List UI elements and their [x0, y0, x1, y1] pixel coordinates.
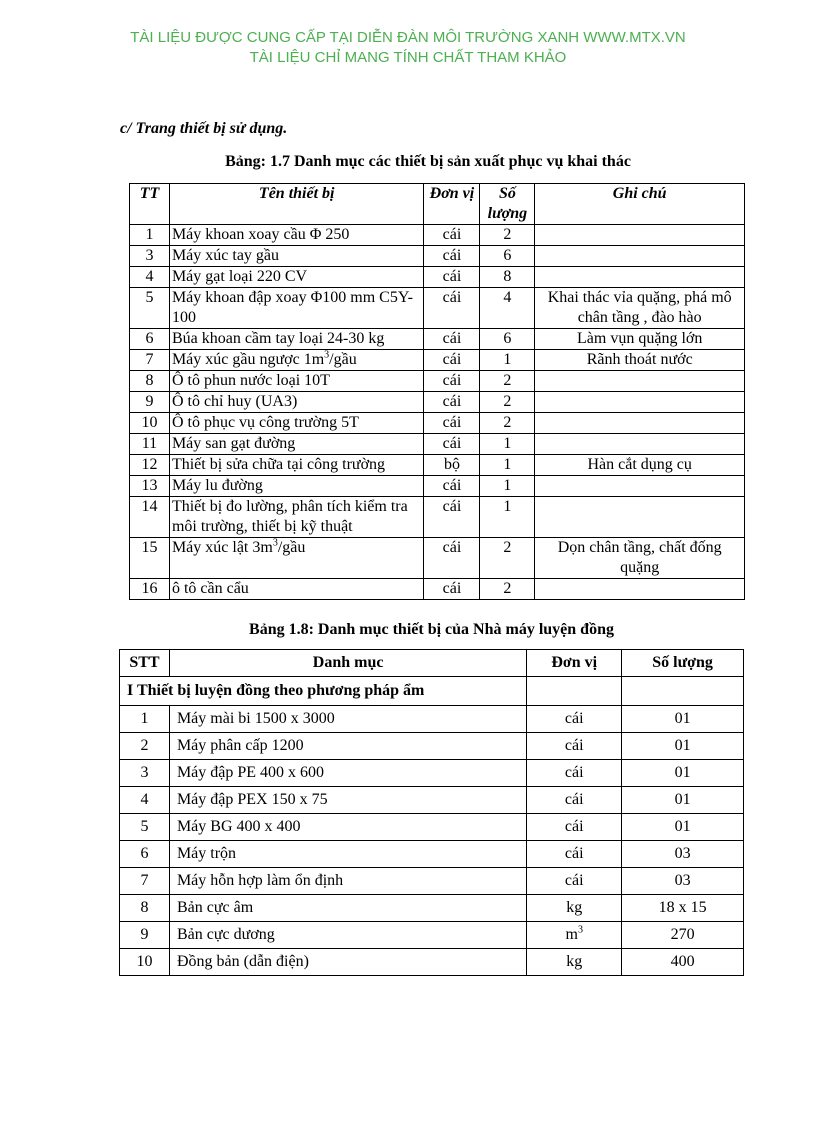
- row-name: Bản cực âm: [169, 895, 526, 922]
- row-qty: 1: [480, 455, 535, 476]
- row-qty: 03: [622, 841, 744, 868]
- row-name: Máy mài bi 1500 x 3000: [169, 706, 526, 733]
- row-tt: 8: [130, 371, 170, 392]
- row-qty: 8: [480, 267, 535, 288]
- row-name: Ô tô phục vụ công trường 5T: [169, 413, 424, 434]
- row-unit: cái: [527, 841, 622, 868]
- header-qty: Số lượng: [480, 184, 535, 225]
- row-qty: 2: [480, 413, 535, 434]
- header-stt: STT: [120, 650, 170, 677]
- table-row: [130, 497, 745, 538]
- row-note: [535, 371, 745, 392]
- row-unit: cái: [424, 371, 480, 392]
- row-tt: 4: [130, 267, 170, 288]
- row-unit: cái: [424, 538, 480, 579]
- row-name: Máy lu đường: [169, 476, 424, 497]
- row-name-suffix: /gầu: [329, 351, 357, 368]
- table-row: [130, 579, 745, 600]
- table-row: [120, 706, 744, 733]
- table-row: [130, 413, 745, 434]
- row-unit: kg: [527, 895, 622, 922]
- row-unit: cái: [424, 413, 480, 434]
- row-unit: cái: [424, 350, 480, 371]
- row-unit: [527, 922, 622, 949]
- row-name: Máy xúc tay gầu: [169, 246, 424, 267]
- row-note: Làm vụn quặng lớn: [535, 329, 745, 350]
- row-tt: 13: [130, 476, 170, 497]
- table-row: [120, 895, 744, 922]
- row-qty: 2: [480, 538, 535, 579]
- row-name: Máy BG 400 x 400: [169, 814, 526, 841]
- row-tt: 16: [130, 579, 170, 600]
- row-unit: cái: [527, 787, 622, 814]
- row-stt: 1: [120, 706, 170, 733]
- row-name: Thiết bị đo lường, phân tích kiểm tra môi trường, thiết bị kỹ thuật: [169, 497, 424, 538]
- row-unit: cái: [424, 267, 480, 288]
- row-name-text: Máy xúc gầu ngược 1m: [171, 351, 325, 368]
- row-qty: 6: [480, 329, 535, 350]
- row-qty: 2: [480, 579, 535, 600]
- row-name: Búa khoan cầm tay loại 24-30 kg: [169, 329, 424, 350]
- table-row: [120, 760, 744, 787]
- row-stt: 10: [120, 949, 170, 976]
- row-note: [535, 434, 745, 455]
- row-unit: cái: [424, 225, 480, 246]
- table-row: [120, 787, 744, 814]
- smelter-equipment-table: [119, 649, 744, 976]
- row-note: Hàn cắt dụng cụ: [535, 455, 745, 476]
- row-note: Rãnh thoát nước: [535, 350, 745, 371]
- row-name: Bản cực dương: [169, 922, 526, 949]
- row-unit-text: m: [565, 926, 578, 943]
- row-name: Máy khoan xoay cầu Φ 250: [169, 225, 424, 246]
- table-row: [120, 922, 744, 949]
- table1-title: Bảng: 1.7 Danh mục các thiết bị sản xuất phục vụ khai thác: [225, 153, 631, 170]
- row-tt: 9: [130, 392, 170, 413]
- row-name: [169, 350, 424, 371]
- row-stt: 3: [120, 760, 170, 787]
- header-note: Ghi chú: [535, 184, 745, 225]
- table-row: [130, 329, 745, 350]
- row-note: [535, 392, 745, 413]
- table-row: [130, 371, 745, 392]
- row-qty: 6: [480, 246, 535, 267]
- row-stt: 7: [120, 868, 170, 895]
- row-name: [169, 538, 424, 579]
- row-qty: 01: [622, 787, 744, 814]
- row-unit: cái: [527, 814, 622, 841]
- row-name: Thiết bị sửa chữa tại công trường: [169, 455, 424, 476]
- row-name: Máy hỗn hợp làm ổn định: [169, 868, 526, 895]
- row-qty: 01: [622, 760, 744, 787]
- row-note: [535, 579, 745, 600]
- row-qty: 01: [622, 706, 744, 733]
- row-tt: 5: [130, 288, 170, 329]
- table-row: [130, 476, 745, 497]
- row-unit: bộ: [424, 455, 480, 476]
- row-note: [535, 476, 745, 497]
- table-row: [130, 246, 745, 267]
- row-note: Khai thác vỉa quặng, phá mô chân tầng , đào hào: [535, 288, 745, 329]
- row-qty: 270: [622, 922, 744, 949]
- header-name: Tên thiết bị: [169, 184, 424, 225]
- table-header-row: [120, 650, 744, 677]
- header-tt: TT: [130, 184, 170, 225]
- row-name: Máy san gạt đường: [169, 434, 424, 455]
- watermark-line-2: TÀI LIỆU CHỈ MANG TÍNH CHẤT THAM KHẢO: [249, 49, 567, 66]
- row-note: [535, 225, 745, 246]
- row-tt: 15: [130, 538, 170, 579]
- row-qty: 1: [480, 476, 535, 497]
- table-row: [130, 350, 745, 371]
- row-stt: 2: [120, 733, 170, 760]
- row-unit: cái: [424, 497, 480, 538]
- watermark: [0, 28, 816, 68]
- row-tt: 6: [130, 329, 170, 350]
- row-name-superscript: 3: [272, 537, 278, 549]
- header-category: Danh mục: [169, 650, 526, 677]
- row-tt: 14: [130, 497, 170, 538]
- row-unit: cái: [424, 329, 480, 350]
- row-note: Dọn chân tầng, chất đống quặng: [535, 538, 745, 579]
- row-unit: cái: [424, 476, 480, 497]
- table-row: [120, 733, 744, 760]
- row-unit: cái: [424, 246, 480, 267]
- table-row: [120, 841, 744, 868]
- row-tt: 7: [130, 350, 170, 371]
- group-label: I Thiết bị luyện đồng theo phương pháp ẩm: [120, 677, 527, 706]
- header-qty: Số lượng: [622, 650, 744, 677]
- row-qty: 400: [622, 949, 744, 976]
- header-unit: Đơn vị: [424, 184, 480, 225]
- row-note: [535, 246, 745, 267]
- table-header-row: [130, 184, 745, 225]
- row-stt: 6: [120, 841, 170, 868]
- table-row: [120, 949, 744, 976]
- row-tt: 12: [130, 455, 170, 476]
- row-name: Máy gạt loại 220 CV: [169, 267, 424, 288]
- row-name: Máy phân cấp 1200: [169, 733, 526, 760]
- table-row: [130, 538, 745, 579]
- row-name-text: Máy xúc lật 3m: [171, 539, 273, 556]
- row-unit: cái: [527, 760, 622, 787]
- row-qty: 1: [480, 350, 535, 371]
- row-qty: 03: [622, 868, 744, 895]
- row-stt: 4: [120, 787, 170, 814]
- group-row: [120, 677, 744, 706]
- row-note: [535, 497, 745, 538]
- row-qty: 01: [622, 814, 744, 841]
- row-tt: 10: [130, 413, 170, 434]
- row-qty: 2: [480, 392, 535, 413]
- row-unit: cái: [424, 288, 480, 329]
- row-unit: kg: [527, 949, 622, 976]
- row-name: Ô tô chỉ huy (UA3): [169, 392, 424, 413]
- table-row: [130, 455, 745, 476]
- table-row: [130, 392, 745, 413]
- row-tt: 11: [130, 434, 170, 455]
- table2-title: Bảng 1.8: Danh mục thiết bị của Nhà máy luyện đồng: [249, 621, 614, 638]
- row-stt: 5: [120, 814, 170, 841]
- row-unit: cái: [424, 434, 480, 455]
- row-name-superscript: 3: [324, 349, 330, 361]
- table-row: [130, 267, 745, 288]
- header-unit: Đơn vị: [527, 650, 622, 677]
- row-qty: 4: [480, 288, 535, 329]
- row-note: [535, 267, 745, 288]
- row-qty: 2: [480, 371, 535, 392]
- row-name: Máy đập PE 400 x 600: [169, 760, 526, 787]
- table-row: [130, 434, 745, 455]
- row-qty: 1: [480, 497, 535, 538]
- row-qty: 18 x 15: [622, 895, 744, 922]
- row-name: Đồng bản (dẫn điện): [169, 949, 526, 976]
- row-tt: 1: [130, 225, 170, 246]
- row-unit: cái: [424, 579, 480, 600]
- row-name: Máy trộn: [169, 841, 526, 868]
- row-name-suffix: /gầu: [277, 539, 306, 556]
- row-unit: cái: [527, 868, 622, 895]
- row-unit: cái: [424, 392, 480, 413]
- row-note: [535, 413, 745, 434]
- table-row: [130, 225, 745, 246]
- row-name: Ô tô phun nước loại 10T: [169, 371, 424, 392]
- equipment-table: [129, 183, 745, 600]
- row-stt: 9: [120, 922, 170, 949]
- row-qty: 01: [622, 733, 744, 760]
- row-name: Máy đập PEX 150 x 75: [169, 787, 526, 814]
- section-heading: c/ Trang thiết bị sử dụng.: [120, 120, 288, 137]
- row-qty: 2: [480, 225, 535, 246]
- row-qty: 1: [480, 434, 535, 455]
- row-unit: cái: [527, 706, 622, 733]
- row-name: ô tô cần cẩu: [169, 579, 424, 600]
- table-row: [120, 814, 744, 841]
- table-row: [130, 288, 745, 329]
- table-row: [120, 868, 744, 895]
- watermark-line-1: TÀI LIỆU ĐƯỢC CUNG CẤP TẠI DIỄN ĐÀN MÔI TRƯỜNG XANH WWW.MTX.VN: [130, 29, 686, 46]
- row-tt: 3: [130, 246, 170, 267]
- row-unit: cái: [527, 733, 622, 760]
- row-name: Máy khoan đập xoay Φ100 mm C5Y-100: [169, 288, 424, 329]
- row-unit-superscript: 3: [577, 924, 583, 936]
- row-stt: 8: [120, 895, 170, 922]
